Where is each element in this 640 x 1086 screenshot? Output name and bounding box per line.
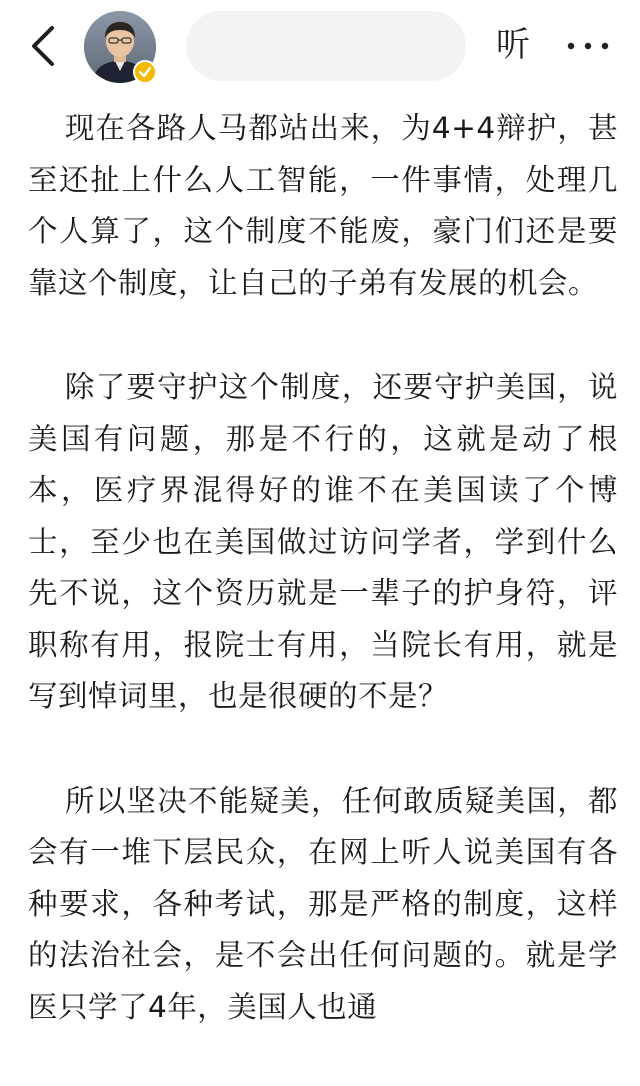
listen-button[interactable]: 听 bbox=[496, 25, 530, 65]
more-horizontal-icon bbox=[566, 40, 610, 52]
back-button[interactable] bbox=[22, 22, 66, 70]
top-navigation-bar bbox=[0, 0, 640, 92]
article-body bbox=[28, 103, 618, 1033]
chevron-left-icon bbox=[22, 22, 66, 70]
paragraph-spacer bbox=[28, 309, 618, 362]
more-button[interactable] bbox=[566, 40, 610, 52]
article-paragraph: 除了要守护这个制度，还要守护美国，说美国有问题，那是不行的，这就是动了根本，医疗界混得好的谁不在美国读了个博士，至少也在美国做过访问学者，学到什么先不说，这个资历就是一辈子的护身符，评职称有用，报院士有用，当院长有用，就是写到悼词里，也是很硬的不是？ bbox=[28, 370, 618, 713]
verified-badge bbox=[133, 60, 157, 84]
verified-badge-icon bbox=[135, 62, 155, 82]
article-paragraph: 所以坚决不能疑美，任何敢质疑美国，都会有一堆下层民众，在网上听人说美国有各种要求，各种考试，那是严格的制度，这样的法治社会，是不会出任何问题的。就是学医只学了4年，美国人也通 bbox=[28, 783, 618, 1024]
article-paragraph: 现在各路人马都站出来，为4+4辩护，甚至还扯上什么人工智能，一件事情，处理几个人算了，这个制度不能废，豪门们还是要靠这个制度，让自己的子弟有发展的机会。 bbox=[28, 111, 618, 300]
search-bar[interactable] bbox=[186, 11, 466, 81]
paragraph-spacer bbox=[28, 723, 618, 776]
